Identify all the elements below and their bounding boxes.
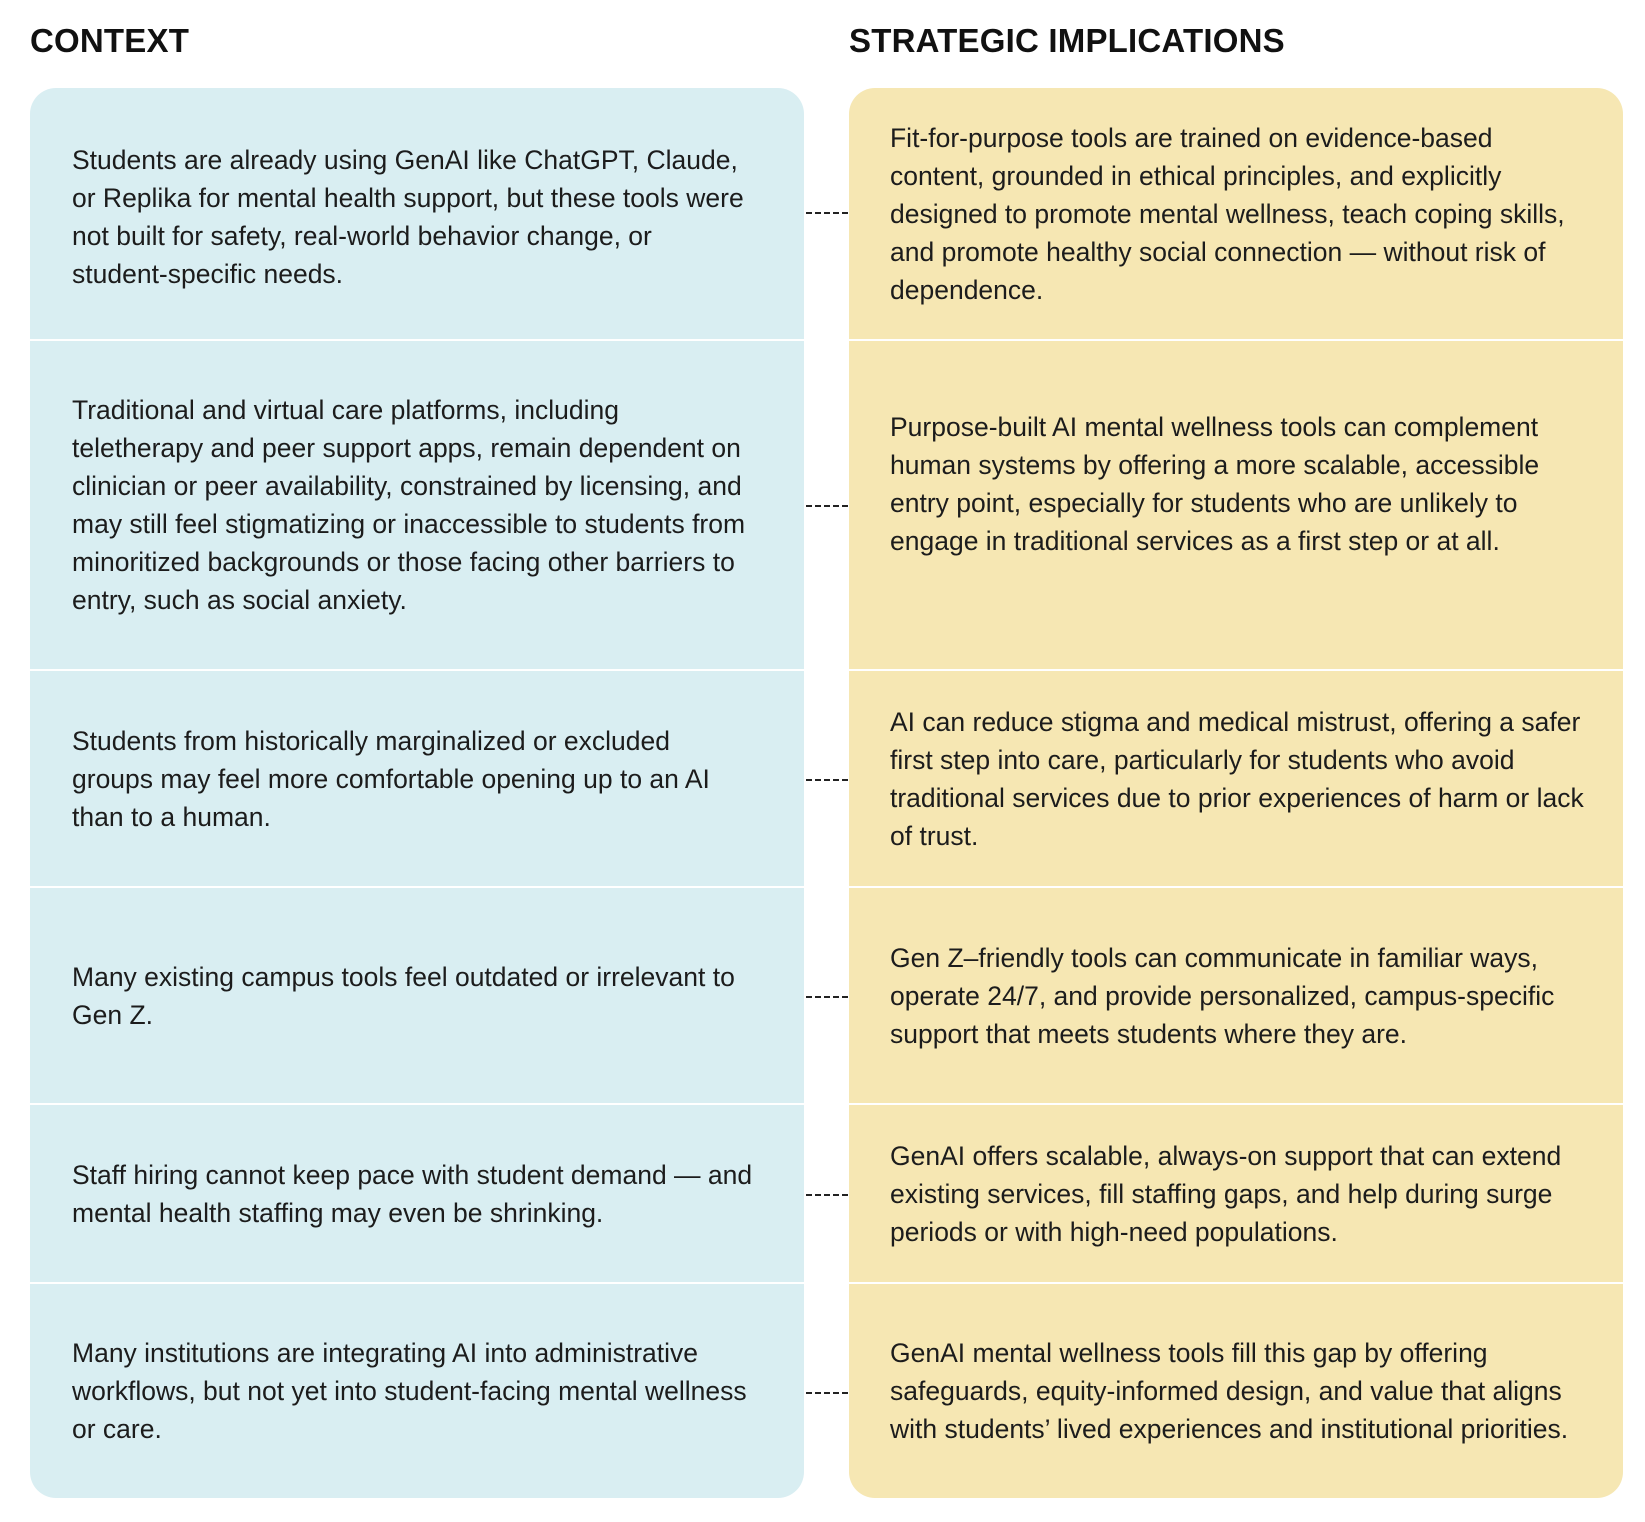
row-connector-1 <box>806 212 848 214</box>
implication-cell-4 <box>849 888 1623 1105</box>
implication-cell-5 <box>849 1105 1623 1284</box>
row-connector-2 <box>806 505 848 507</box>
implication-cell-6 <box>849 1284 1623 1498</box>
context-cell-6 <box>30 1284 804 1498</box>
context-cell-2 <box>30 341 804 671</box>
implication-text-5: GenAI offers scalable, always-on support that can extend existing services, fill staffing gaps, and help during surge periods or with high-need populations. <box>890 1140 1562 1247</box>
context-text-6: Many institutions are integrating AI into administrative workflows, but not yet into student-facing mental wellness or care. <box>72 1338 747 1444</box>
context-cell-3 <box>30 671 804 888</box>
row-connector-4 <box>806 996 848 998</box>
implication-text-4: Gen Z–friendly tools can communicate in familiar ways, operate 24/7, and provide personalized, campus-specific support that meets students where they are. <box>890 942 1555 1049</box>
implication-cell-3 <box>849 671 1623 888</box>
row-connector-6 <box>806 1392 848 1394</box>
implication-text-1: Fit-for-purpose tools are trained on evidence-based content, grounded in ethical principles, and explicitly designed to promote mental wellness, teach coping skills, and promote healthy social connection — without risk of dependence. <box>890 122 1565 305</box>
context-text-3: Students from historically marginalized or excluded groups may feel more comfortable opening up to an AI than to a human. <box>72 725 710 832</box>
context-text-1: Students are already using GenAI like ChatGPT, Claude, or Replika for mental health support, but these tools were not built for safety, real-world behavior change, or student-specific needs. <box>72 144 744 289</box>
strategic-implications-heading: STRATEGIC IMPLICATIONS <box>849 22 1285 59</box>
context-text-4: Many existing campus tools feel outdated or irrelevant to Gen Z. <box>72 961 735 1030</box>
row-connector-5 <box>806 1194 848 1196</box>
context-column <box>30 88 804 1498</box>
context-heading: CONTEXT <box>30 22 190 59</box>
context-text-5: Staff hiring cannot keep pace with student demand — and mental health staffing may even be shrinking. <box>72 1159 753 1228</box>
implication-text-2: Purpose-built AI mental wellness tools can complement human systems by offering a more scalable, accessible entry point, especially for students who are unlikely to engage in traditional services as a first step or at all. <box>890 412 1540 556</box>
implication-cell-2 <box>849 341 1623 671</box>
implications-column <box>849 88 1623 1498</box>
context-cell-5 <box>30 1105 804 1284</box>
context-cell-1 <box>30 88 804 341</box>
implication-cell-1 <box>849 88 1623 341</box>
context-text-2: Traditional and virtual care platforms, including teletherapy and peer support apps, remain dependent on clinician or peer availability, constrained by licensing, and may still feel stigmatizing or inaccessible to students from minoritized backgrounds or those facing other barriers to entry, such as social anxiety. <box>72 395 746 615</box>
implication-text-3: AI can reduce stigma and medical mistrust, offering a safer first step into care, particularly for students who avoid traditional services due to prior experiences of harm or lack of trust. <box>890 706 1584 851</box>
context-cell-4 <box>30 888 804 1105</box>
row-connector-3 <box>806 779 848 781</box>
implication-text-6: GenAI mental wellness tools fill this gap by offering safeguards, equity-informed design, and value that aligns with students’ lived experiences and institutional priorities. <box>890 1338 1569 1444</box>
